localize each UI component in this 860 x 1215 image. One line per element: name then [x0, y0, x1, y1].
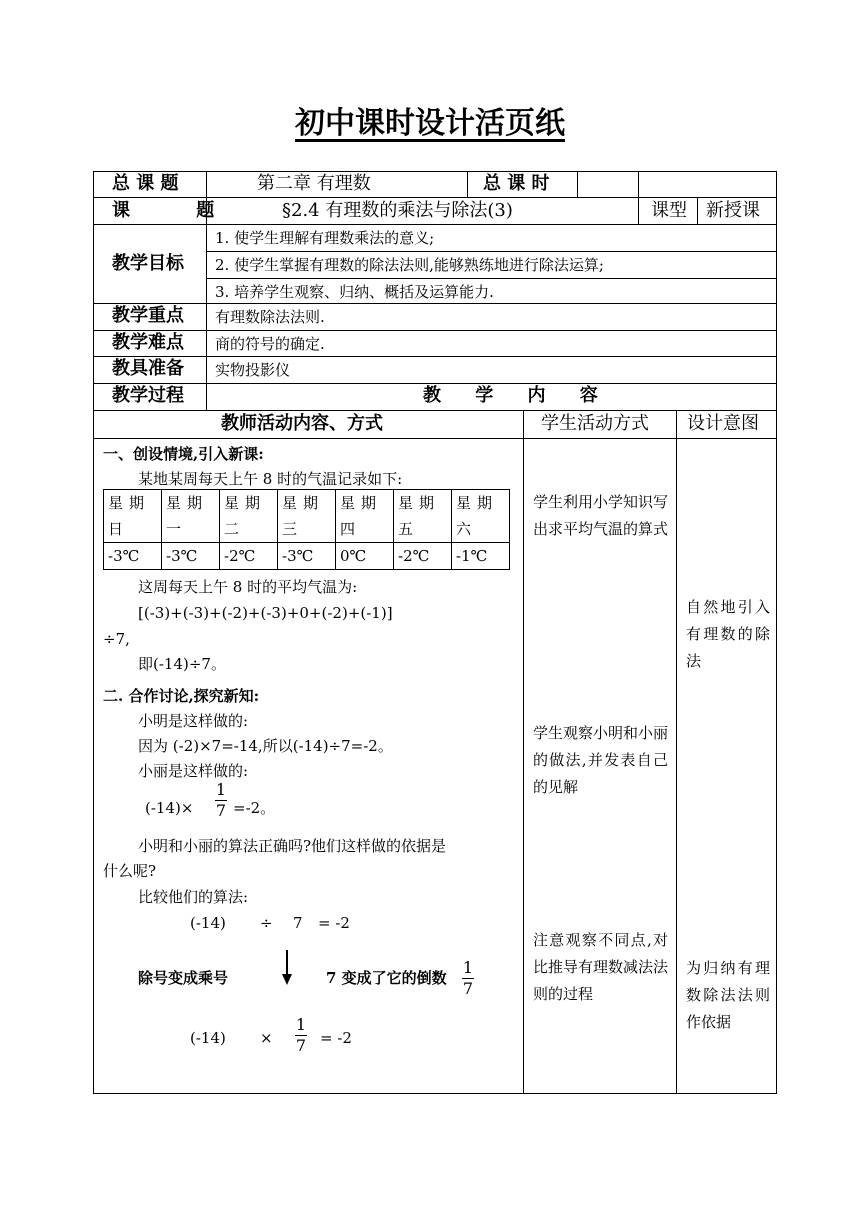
row1-operand-a: (-14) [190, 914, 226, 932]
li-intro: 小丽是这样做的: [138, 762, 249, 780]
teacher-column-header: 教师活动内容、方式 [221, 413, 383, 434]
temp-cell: -3℃ [104, 543, 162, 570]
formula-line-2: ÷7, [103, 630, 130, 648]
topic-value: §2.4 有理数的乘法与除法(3) [282, 200, 513, 221]
tools-value: 实物投影仪 [215, 361, 291, 379]
student-note: 注意观察不同点,对比推导有理数减法法则的过程 [533, 931, 669, 1003]
section2-heading: 二. 合作讨论,探究新知: [103, 687, 260, 705]
fraction-denominator: 7 [462, 979, 474, 998]
type-value: 新授课 [706, 200, 760, 221]
div-to-mul-note: 除号变成乘号 [138, 969, 229, 987]
fraction-one-seventh [295, 1016, 307, 1055]
row2-operator: × [260, 1029, 273, 1047]
row2-result: = -2 [320, 1029, 352, 1047]
type-label: 课型 [651, 200, 687, 221]
page-title: 初中课时设计活页纸 [295, 106, 565, 141]
fraction-numerator: 1 [462, 958, 474, 977]
student-note: 学生观察小明和小丽的做法,并发表自己的见解 [533, 724, 669, 796]
weekday-cell: 星期二 [220, 490, 278, 543]
topic-label: 课 题 [112, 200, 245, 221]
reciprocal-note: 7 变成了它的倒数 [326, 969, 447, 987]
total-topic-value: 第二章 有理数 [257, 173, 371, 194]
student-column-header: 学生活动方式 [541, 413, 649, 434]
temp-cell: -2℃ [220, 543, 278, 570]
content-label: 教 学 内 容 [423, 385, 612, 406]
weekday-cell: 星期一 [162, 490, 220, 543]
li-work-left: (-14)× [145, 799, 194, 817]
key-point-value: 有理数除法法则. [215, 308, 325, 326]
intent-column-header: 设计意图 [687, 413, 759, 434]
tools-label: 教具准备 [112, 358, 184, 379]
fraction-numerator: 1 [295, 1015, 307, 1034]
temp-cell: -3℃ [162, 543, 220, 570]
li-work-right: =-2。 [233, 799, 276, 817]
weekday-cell: 星期五 [394, 490, 452, 543]
fraction-denominator: 7 [295, 1036, 307, 1055]
section1-heading: 一、创设情境,引入新课: [103, 445, 264, 463]
temp-cell: -2℃ [394, 543, 452, 570]
fraction-numerator: 1 [215, 780, 227, 799]
fraction-one-seventh [215, 781, 227, 820]
row1-operand-b: 7 [293, 914, 303, 932]
row1-result: = -2 [318, 914, 350, 932]
ming-work: 因为 (-2)×7=-14,所以(-14)÷7=-2。 [138, 737, 393, 755]
weekday-cell: 星期四 [336, 490, 394, 543]
question-line-1: 小明和小丽的算法正确吗?他们这样做的依据是 [138, 837, 447, 855]
question-line-2: 什么呢? [103, 862, 157, 880]
weekday-cell: 星期日 [104, 490, 162, 543]
temp-cell: 0℃ [336, 543, 394, 570]
compare-text: 比较他们的算法: [138, 888, 249, 906]
objective-item: 1. 使学生理解有理数乘法的意义; [215, 229, 435, 247]
objective-item: 2. 使学生掌握有理数的除法法则,能够熟练地进行除法运算; [215, 256, 604, 274]
total-hours-label: 总 课 时 [483, 173, 550, 194]
difficulty-value: 商的符号的确定. [215, 335, 325, 353]
fraction-denominator: 7 [215, 801, 227, 820]
weekday-cell: 星期六 [452, 490, 510, 543]
fraction-one-seventh [462, 959, 474, 998]
temp-cell: -1℃ [452, 543, 510, 570]
intent-note: 为归纳有理数除法法则作依据 [686, 959, 770, 1031]
weekday-cell: 星期三 [278, 490, 336, 543]
lesson-table [93, 171, 777, 1094]
difficulty-label: 教学难点 [112, 332, 184, 353]
key-point-label: 教学重点 [112, 305, 184, 326]
temp-cell: -3℃ [278, 543, 336, 570]
formula-line-1: [(-3)+(-3)+(-2)+(-3)+0+(-2)+(-1)] [138, 604, 393, 622]
objective-item: 3. 培养学生观察、归纳、概括及运算能力. [215, 283, 494, 301]
formula-line-3: 即(-14)÷7。 [138, 655, 226, 673]
section1-intro: 某地某周每天上午 8 时的气温记录如下: [138, 470, 403, 488]
row1-operator: ÷ [260, 914, 273, 932]
student-note: 学生利用小学知识写出求平均气温的算式 [533, 493, 669, 538]
objectives-label: 教学目标 [112, 253, 184, 274]
row2-operand-a: (-14) [190, 1029, 226, 1047]
total-topic-label: 总 课 题 [112, 173, 179, 194]
intent-note: 自然地引入有理数的除法 [686, 598, 770, 670]
arrow-down-icon [280, 950, 294, 986]
temperature-table [103, 489, 510, 570]
avg-text: 这周每天上午 8 时的平均气温为: [138, 578, 358, 596]
ming-intro: 小明是这样做的: [138, 712, 249, 730]
process-label: 教学过程 [112, 385, 184, 406]
